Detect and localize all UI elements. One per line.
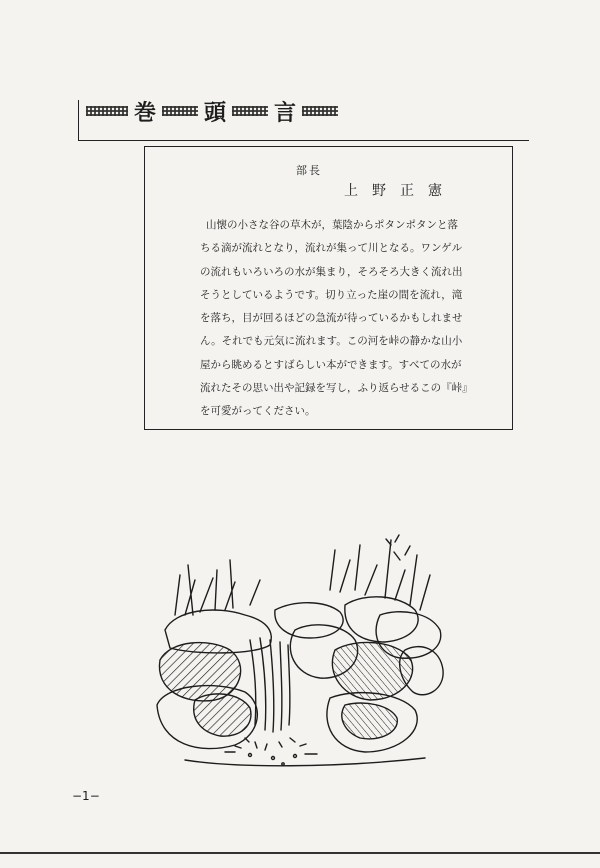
text-line: の流れもいろいろの水が集まり，そろそろ大きく流れ出 — [200, 265, 463, 278]
text-line: 流れたその思い出や記録を写し，ふり返らせるこの『峠』 — [200, 382, 473, 395]
text-line: を落ち，目が回るほどの急流が待っているかもしれませ — [200, 312, 463, 325]
author-name: 上野正憲 — [344, 183, 456, 199]
title-ornament — [86, 106, 128, 116]
text-line: を可愛がってください。 — [200, 405, 316, 418]
text-line: ん。それでも元気に流れます。この河を峠の静かな山小 — [200, 335, 463, 348]
waterfall-illustration — [155, 520, 445, 770]
page-title — [80, 98, 360, 124]
title-ornament — [162, 106, 198, 116]
title-char-1: 巻 — [134, 99, 157, 126]
page-number: −1− — [72, 789, 100, 803]
text-line: そうとしているようです。切り立った崖の間を流れ，滝 — [200, 288, 463, 301]
bottom-rule — [0, 852, 600, 854]
title-char-2: 頭 — [204, 99, 227, 126]
text-line: ちる滴が流れとなり，流れが集って川となる。ワンゲル — [200, 242, 463, 255]
text-line: 山懐の小さな谷の草木が，葉陰からポタンポタンと落 — [206, 219, 458, 231]
title-ornament — [302, 106, 338, 116]
text-line: 屋から眺めるとすばらしい本ができます。すべての水が — [200, 358, 462, 371]
foreword-text — [200, 214, 473, 424]
title-ornament — [232, 106, 268, 116]
author-role: 部長 — [296, 164, 322, 177]
title-char-3: 言 — [274, 99, 297, 126]
